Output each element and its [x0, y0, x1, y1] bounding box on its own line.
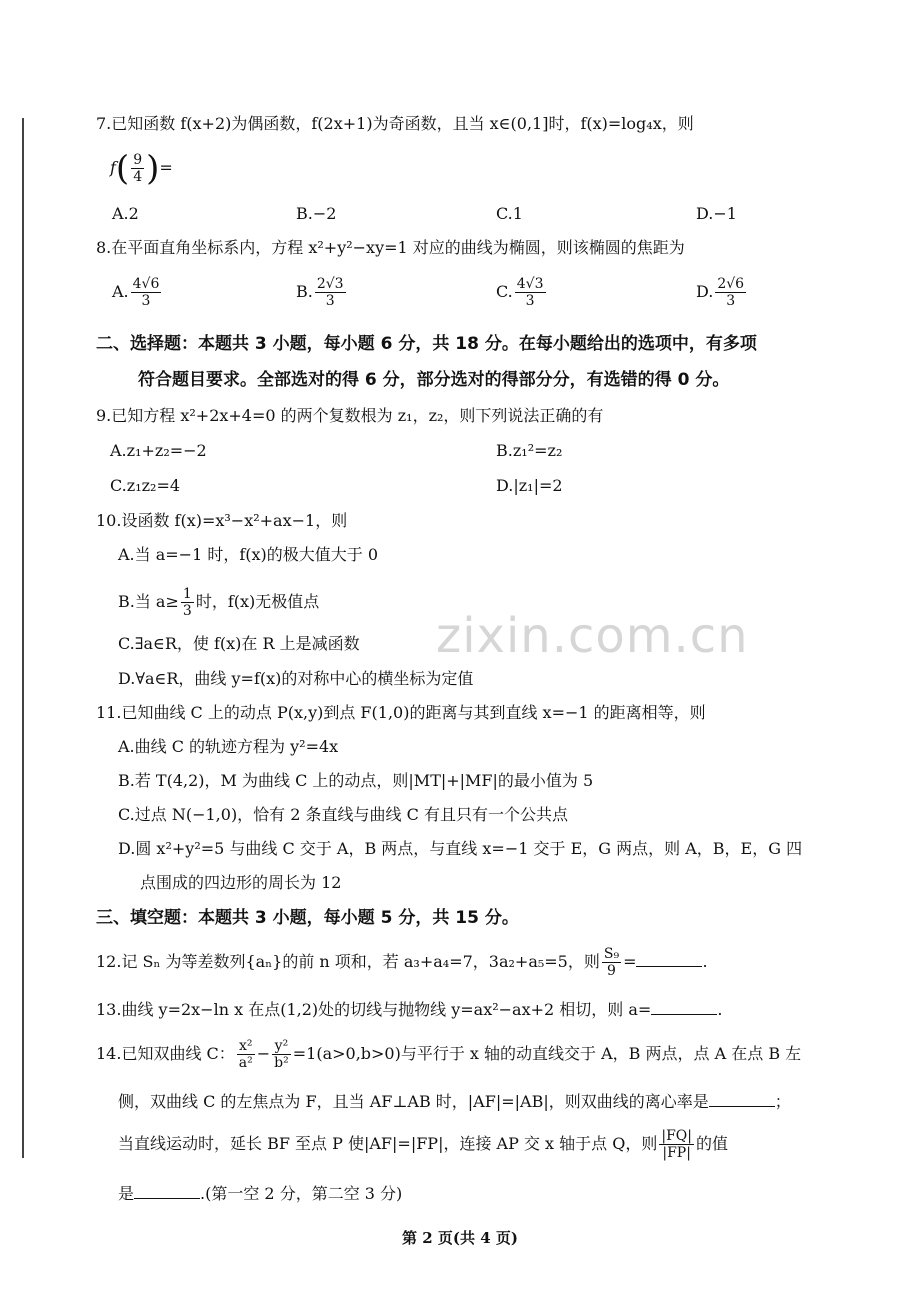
- q11-option-b: B.若 T(4,2)，M 为曲线 C 上的动点，则|MT|+|MF|的最小值为 5: [118, 771, 594, 790]
- q8-option-c: C. $\frac{4√3}{3}$: [496, 276, 544, 309]
- q8-option-a: A. $\frac{4√6}{3}$: [112, 276, 160, 309]
- q14-answer-blank-1: [709, 1092, 775, 1107]
- q9-option-b: B.z₁²=z₂: [496, 441, 563, 460]
- section2-heading: 二、选择题：本题共 3 小题，每小题 6 分，共 18 分。在每小题给出的选项中，有多项: [96, 334, 757, 354]
- section2-heading-cont: 符合题目要求。全部选对的得 6 分，部分选对的得部分分，有选错的得 0 分。: [138, 370, 730, 390]
- q13-answer-blank: [651, 1000, 717, 1015]
- q7-fraction: $\frac{9}{4}$: [133, 152, 143, 185]
- q7-eq: =: [159, 158, 173, 177]
- q14-line4: 是 .(第一空 2 分，第二空 3 分): [118, 1184, 403, 1203]
- watermark: zixin.com.cn: [436, 608, 749, 664]
- q14-line3: 当直线运动时，延长 BF 至点 P 使|AF|=|FP|，连接 AP 交 x 轴于点 Q，则 $\frac{|FQ|}{|FP|}$ 的值: [118, 1128, 728, 1161]
- q14-line2: 侧，双曲线 C 的左焦点为 F，且当 AF⊥AB 时，|AF|=|AB|，则双曲线的离心率是 ；: [118, 1092, 791, 1111]
- q10-stem: 10.设函数 f(x)=x³−x²+ax−1，则: [96, 511, 348, 530]
- q13-stem: 13.曲线 y=2x−ln x 在点(1,2)处的切线与抛物线 y=ax²−ax+2 相切，则 a= .: [96, 1000, 723, 1019]
- q8-option-b: B. $\frac{2√3}{3}$: [296, 276, 344, 309]
- q11-option-c: C.过点 N(−1,0)，恰有 2 条直线与曲线 C 有且只有一个公共点: [118, 805, 568, 824]
- q10-option-d: D.∀a∈R，曲线 y=f(x)的对称中心的横坐标为定值: [118, 669, 474, 688]
- q10-option-a: A.当 a=−1 时，f(x)的极大值大于 0: [118, 545, 379, 564]
- q7-expression: f( $\frac{9}{4}$ )=: [110, 148, 173, 189]
- binding-margin-line: [22, 118, 24, 1158]
- q7-f: f: [110, 158, 116, 177]
- q7-option-c: C.1: [496, 204, 523, 223]
- q9-option-d: D.|z₁|=2: [496, 476, 563, 495]
- q9-option-c: C.z₁z₂=4: [110, 476, 181, 495]
- q11-option-d: D.圆 x²+y²=5 与曲线 C 交于 A，B 两点，与直线 x=−1 交于 E，G 两点，则 A，B，E，G 四: [118, 839, 803, 858]
- q8-option-d: D. $\frac{2√6}{3}$: [696, 276, 745, 309]
- q14-stem: 14.已知双曲线 C： $\frac{\text{x²}}{\text{a²}}$ − $\frac{\text{y²}}{\text{b²}}$ =1(a>0,b>0)与平行于 x 轴的动直线交于 A，B 两点，点 A 在点 B 左: [96, 1038, 802, 1071]
- q8-stem: 8.在平面直角坐标系内，方程 x²+y²−xy=1 对应的曲线为椭圆，则该椭圆的焦距为: [96, 238, 685, 257]
- q11-option-a: A.曲线 C 的轨迹方程为 y²=4x: [118, 737, 339, 756]
- q12-stem: 12.记 Sₙ 为等差数列{aₙ}的前 n 项和，若 a₃+a₄=7，3a₂+a₅=5，则 $\frac{\text{S₉}}{9}$ = .: [96, 946, 708, 979]
- q11-stem: 11.已知曲线 C 上的动点 P(x,y)到点 F(1,0)的距离与其到直线 x=−1 的距离相等，则: [96, 703, 706, 722]
- page-footer: 第 2 页(共 4 页): [402, 1229, 518, 1247]
- q7-option-d: D.−1: [696, 204, 737, 223]
- q10-option-c: C.∃a∈R，使 f(x)在 R 上是减函数: [118, 634, 360, 653]
- q9-option-a: A.z₁+z₂=−2: [110, 441, 207, 460]
- q9-stem: 9.已知方程 x²+2x+4=0 的两个复数根为 z₁，z₂，则下列说法正确的有: [96, 406, 604, 425]
- q12-answer-blank: [636, 952, 702, 967]
- q14-answer-blank-2: [134, 1184, 200, 1199]
- q7-stem: 7.已知函数 f(x+2)为偶函数，f(2x+1)为奇函数，且当 x∈(0,1]时，f(x)=log₄x，则: [96, 114, 694, 133]
- section3-heading: 三、填空题：本题共 3 小题，每小题 5 分，共 15 分。: [96, 908, 519, 928]
- q11-option-d-cont: 点围成的四边形的周长为 12: [140, 873, 342, 892]
- q10-option-b: B.当 a≥ $\frac{1}{3}$ 时，f(x)无极值点: [118, 586, 320, 619]
- q7-option-a: A.2: [112, 204, 139, 223]
- q7-option-b: B.−2: [296, 204, 337, 223]
